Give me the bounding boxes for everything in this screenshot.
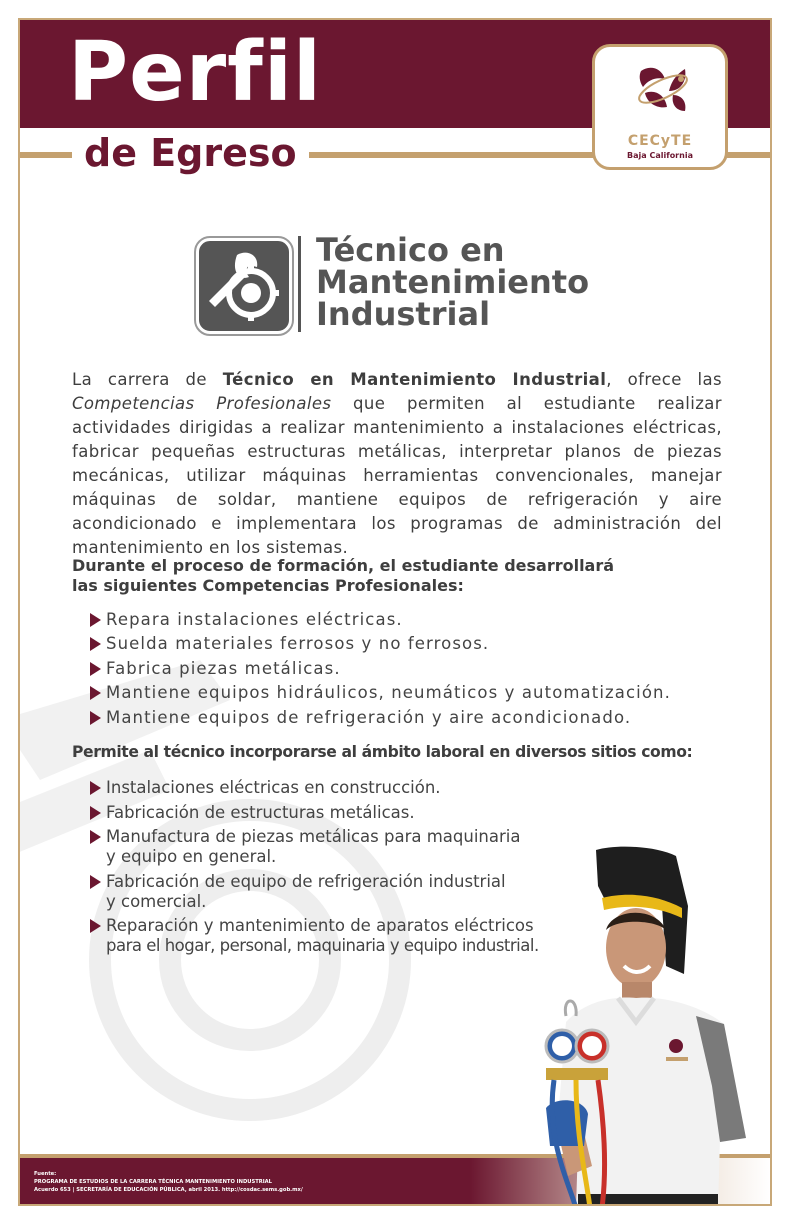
career-divider: [298, 236, 301, 332]
list-item: [90, 657, 671, 681]
cecyte-logo: [592, 44, 728, 170]
competencias-heading: [72, 556, 614, 596]
list-item-text: Fabrica piezas metálicas.: [106, 658, 341, 678]
career-title: [316, 231, 590, 333]
list-item-text: Manufactura de piezas metálicas para maquinaria: [106, 827, 521, 846]
bullet-triangle-icon: [90, 830, 101, 844]
bullet-triangle-icon: [90, 686, 101, 700]
career-title-line-2: Mantenimiento: [316, 263, 590, 301]
intro-career-name: Técnico en Mantenimiento Industrial: [222, 370, 607, 389]
footer-line-1: PROGRAMA DE ESTUDIOS DE LA CARRERA TÉCNICA MANTENIMIENTO INDUSTRIAL: [34, 1179, 272, 1185]
list-item: [90, 803, 539, 823]
list-item: [90, 827, 539, 867]
list-item: [90, 681, 671, 705]
list-item-text-continued: y comercial.: [106, 891, 207, 911]
intro-paragraph: [72, 368, 722, 560]
list-item-text: Repara instalaciones eléctricas.: [106, 610, 403, 629]
career-title-line-1: Técnico en: [316, 231, 505, 269]
list-item: [90, 608, 671, 632]
career-title-line-3: Industrial: [316, 295, 491, 333]
list-item-text: Reparación y mantenimiento de aparatos eléctricos: [106, 916, 534, 935]
bullet-triangle-icon: [90, 637, 101, 651]
list-item-text: Fabricación de equipo de refrigeración industrial: [106, 871, 506, 891]
logo-region: Baja California: [627, 151, 693, 160]
bullet-triangle-icon: [90, 613, 101, 627]
footer-source: [34, 1170, 303, 1194]
list-item: [90, 872, 539, 912]
intro-competencias-term: Competencias Profesionales: [72, 394, 332, 413]
student-with-welding-helmet-and-manifold-gauges-icon: [506, 846, 756, 1206]
intro-text: , ofrece las: [606, 370, 723, 389]
list-item-text: Fabricación de estructuras metálicas.: [106, 802, 415, 822]
footer-line-2: Acuerdo 653 | SECRETARÍA DE EDUCACIÓN PÚBLICA, abril 2013. http://cosdac.sems.gob.mx/: [34, 1187, 303, 1193]
bullet-triangle-icon: [90, 711, 101, 725]
list-item: [90, 916, 539, 956]
intro-text: La carrera de: [72, 370, 223, 389]
list-item: [90, 778, 539, 798]
list-item-text-continued: para el hogar, personal, maquinaria y equipo industrial.: [106, 936, 539, 955]
cecyte-emblem-icon: [635, 61, 691, 117]
list-item-text: Mantiene equipos hidráulicos, neumáticos y automatización.: [106, 683, 671, 703]
list-item-text: Instalaciones eléctricas en construcción.: [106, 778, 441, 797]
bullet-triangle-icon: [90, 806, 101, 820]
list-item-text: Mantiene equipos de refrigeración y aire acondicionado.: [106, 707, 632, 727]
footer-label: Fuente:: [34, 1171, 57, 1177]
bullet-triangle-icon: [90, 875, 101, 889]
competencias-heading-line-1: Durante el proceso de formación, el estudiante desarrollará: [72, 556, 615, 575]
competencias-heading-line-2: las siguientes Competencias Profesionales:: [72, 576, 464, 595]
list-item-text: Suelda materiales ferrosos y no ferrosos.: [106, 634, 490, 654]
intro-text: que permiten al estudiante realizar actividades dirigidas a realizar mantenimiento a instalaciones eléctricas, fabricar pequeñas estructuras metálicas, interpretar planos de piezas mecánicas, utilizar máquinas herramientas convencionales, manejar máquinas de soldar, mantiene equipos de refrigeración y aire acondicionado e implementara los programas de administración del mantenimiento en los sistemas.: [72, 394, 722, 557]
bullet-triangle-icon: [90, 781, 101, 795]
bullet-triangle-icon: [90, 919, 101, 933]
wrench-gear-icon: [196, 238, 292, 334]
page-title: Perfil: [68, 25, 323, 120]
list-item: [90, 706, 671, 730]
bullet-triangle-icon: [90, 662, 101, 676]
list-item: [90, 632, 671, 656]
poster-frame: [18, 18, 772, 1206]
page-subtitle: de Egreso: [72, 132, 309, 174]
list-item-text-continued: y equipo en general.: [106, 847, 277, 866]
ambito-heading: Permite al técnico incorporarse al ámbito laboral en diversos sitios como:: [72, 743, 693, 761]
competencias-list: [90, 608, 671, 730]
logo-name: CECyTE: [627, 133, 693, 149]
ambito-list: [90, 778, 539, 961]
